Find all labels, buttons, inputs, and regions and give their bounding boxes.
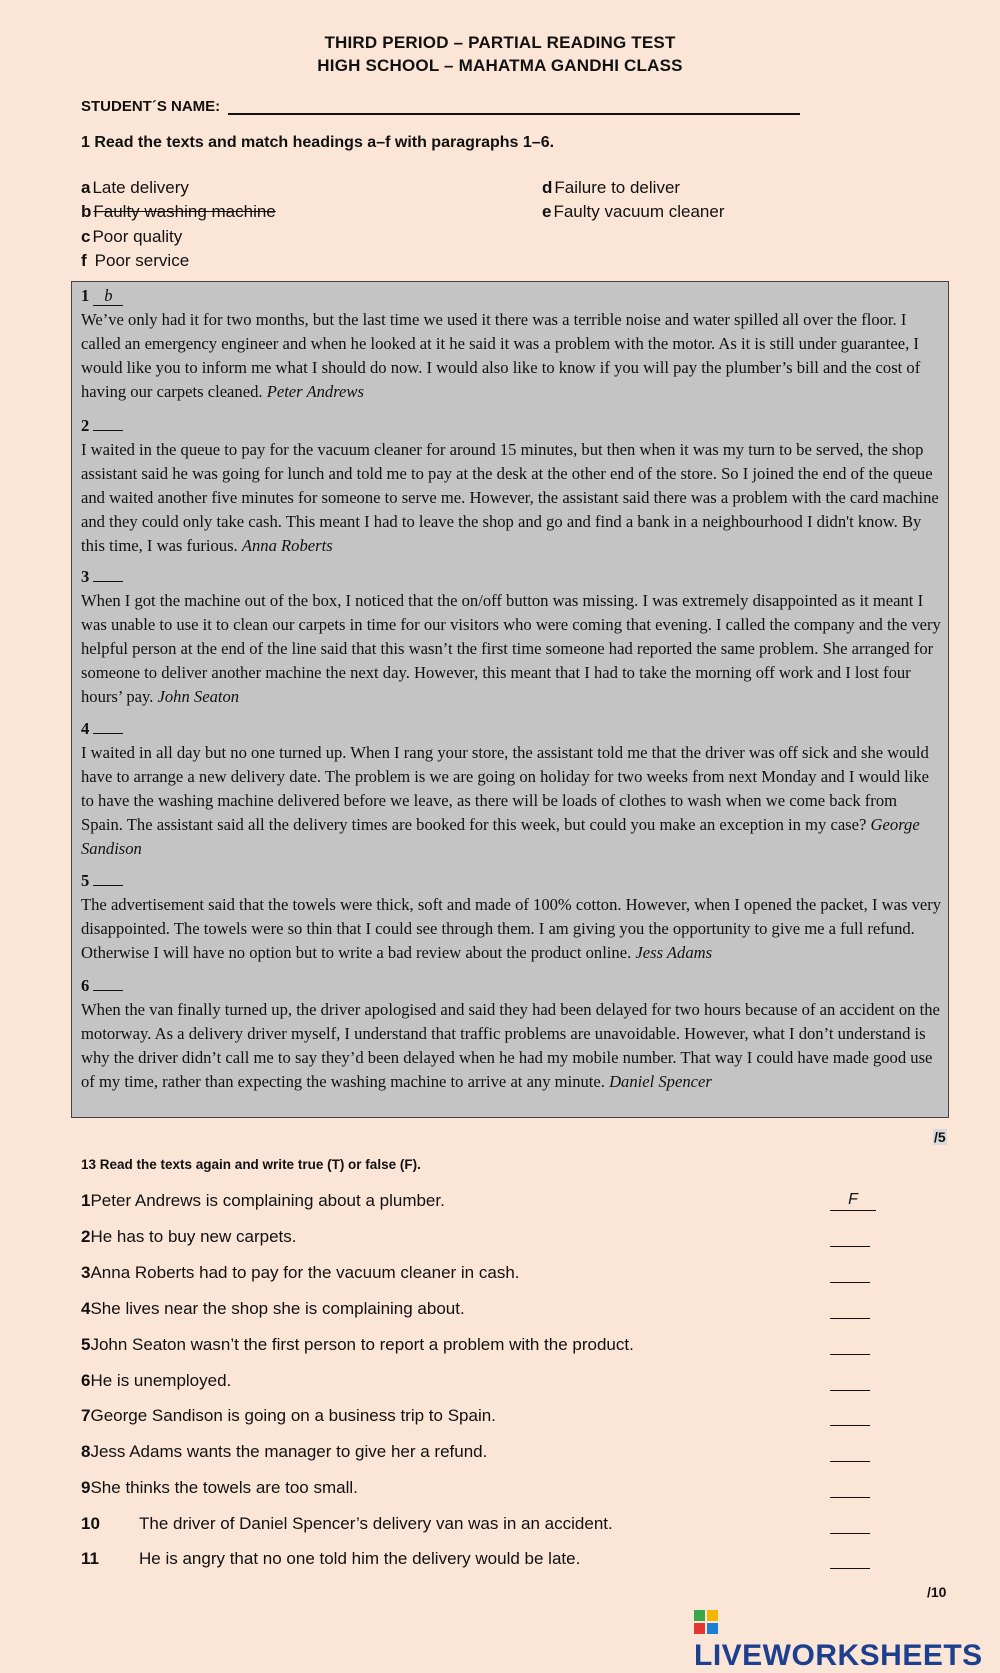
question-5: 5John Seaton wasn’t the first person to report a problem with the product. <box>81 1335 634 1354</box>
paragraph-2: 2 I waited in the queue to pay for the vacuum cleaner for around 15 minutes, but then when it was my turn to be served, the shop assistant said he was going for lunch and told me to pay at the desk at the other end of the store. So I joined the end of the queue and waited another five minutes for someone to serve me. However, the assistant said there was a problem with the card machine and they could only take cash. This meant I had to leave the shop and go and find a bank in a neighbourhood I didn't know. By this time, I was furious. Anna Roberts <box>81 412 943 558</box>
question-10-answer[interactable] <box>830 1513 870 1534</box>
paragraph-6: 6 When the van finally turned up, the driver apologised and said they had been delayed for two hours because of an accident on the motorway. As a delivery driver myself, I understand that traffic problems are unavoidable. However, what I don’t understand is why the driver didn’t call me to say they’d been delayed when he had my mobile number. That way I could have made good use of my time, rather than expecting the washing machine to arrive at any minute. Daniel Spencer <box>81 972 943 1094</box>
paragraph-4-answer[interactable] <box>93 715 123 734</box>
question-3-answer[interactable] <box>830 1262 870 1283</box>
question-11-answer[interactable] <box>830 1548 870 1569</box>
question-5-answer[interactable] <box>830 1334 870 1355</box>
liveworksheets-logo: LIVEWORKSHEETS <box>694 1605 1000 1673</box>
question-4-answer[interactable] <box>830 1298 870 1319</box>
paragraph-1: 1 b We’ve only had it for two months, but the last time we used it there was a terrible noise and water spilled all over the floor. I called an emergency engineer and when he looked at it he said it was a problem with the motor. As it is still under guarantee, I would like you to inform me what I should do now. I would also like to know if you will pay the plumber’s bill and the cost of having our carpets cleaned. Peter Andrews <box>81 286 921 401</box>
exercise1-instruction: 1 Read the texts and match headings a–f with paragraphs 1–6. <box>81 134 555 151</box>
heading-option-b: b Faulty washing machine <box>81 202 276 221</box>
question-6-answer[interactable] <box>830 1370 870 1391</box>
paragraph-1-answer[interactable]: b <box>93 287 123 306</box>
student-name-field[interactable] <box>228 113 800 115</box>
paragraph-2-answer[interactable] <box>93 412 123 431</box>
question-9: 9She thinks the towels are too small. <box>81 1478 358 1497</box>
heading-option-a: a Late delivery <box>81 178 189 197</box>
heading-option-f: f Poor service <box>81 251 190 270</box>
logo-grid-icon <box>694 1610 718 1634</box>
exercise2-instruction: 13 Read the texts again and write true (T) or false (F). <box>81 1157 421 1172</box>
heading-option-e: e Faulty vacuum cleaner <box>542 202 725 221</box>
paragraph-3-answer[interactable] <box>93 563 123 582</box>
exercise2-score: /10 <box>927 1584 947 1600</box>
question-11: 11 He is angry that no one told him the delivery would be late. <box>81 1549 581 1568</box>
question-2: 2He has to buy new carpets. <box>81 1227 297 1246</box>
question-7: 7George Sandison is going on a business trip to Spain. <box>81 1406 496 1425</box>
question-9-answer[interactable] <box>830 1477 870 1498</box>
heading-option-d: d Failure to deliver <box>542 178 681 197</box>
question-1: 1Peter Andrews is complaining about a plumber. <box>81 1191 445 1210</box>
paragraph-3: 3 When I got the machine out of the box, I noticed that the on/off button was missing. I was extremely disappointed as it meant I was unable to use it to clean our carpets in time for our visitors who were coming that evening. I called the company and the very helpful person at the end of the line said that this wasn’t the first time someone had reported the same problem. She arranged for someone to deliver another machine the next day. However, this meant that I had to take the morning off work and I lost four hours’ pay. John Seaton <box>81 563 943 709</box>
paragraph-5-answer[interactable] <box>93 867 123 886</box>
question-6: 6He is unemployed. <box>81 1371 232 1390</box>
exercise1-score: /5 <box>934 1129 946 1145</box>
paragraph-4: 4 I waited in all day but no one turned up. When I rang your store, the assistant told me that the driver was off sick and she would have to arrange a new delivery date. The problem is we are going on holiday for two weeks from next Monday and I would like to have the washing machine delivered before we leave, as there will be loads of clothes to wash when we come back from Spain. The assistant said all the delivery times are booked for this week, but could you make an exception in my case? George Sandison <box>81 715 943 861</box>
question-7-answer[interactable] <box>830 1405 870 1426</box>
question-8: 8Jess Adams wants the manager to give her a refund. <box>81 1442 488 1461</box>
question-1-answer[interactable]: F <box>830 1190 876 1211</box>
question-8-answer[interactable] <box>830 1441 870 1462</box>
paragraph-6-answer[interactable] <box>93 972 123 991</box>
question-4: 4She lives near the shop she is complaining about. <box>81 1299 465 1318</box>
class-title: HIGH SCHOOL – MAHATMA GANDHI CLASS <box>317 56 683 75</box>
paragraph-5: 5 The advertisement said that the towels were thick, soft and made of 100% cotton. However, when I opened the packet, I was very disappointed. The towels were so thin that I could see through them. I am giving you the opportunity to give me a full refund. Otherwise I will have no option but to write a bad review about the product online. Jess Adams <box>81 867 943 965</box>
question-3: 3Anna Roberts had to pay for the vacuum cleaner in cash. <box>81 1263 520 1282</box>
student-name-label: STUDENT´S NAME: <box>81 98 221 115</box>
test-title: THIRD PERIOD – PARTIAL READING TEST <box>324 33 676 52</box>
question-10: 10 The driver of Daniel Spencer’s delivery van was in an accident. <box>81 1514 613 1533</box>
question-2-answer[interactable] <box>830 1226 870 1247</box>
heading-option-c: c Poor quality <box>81 227 183 246</box>
